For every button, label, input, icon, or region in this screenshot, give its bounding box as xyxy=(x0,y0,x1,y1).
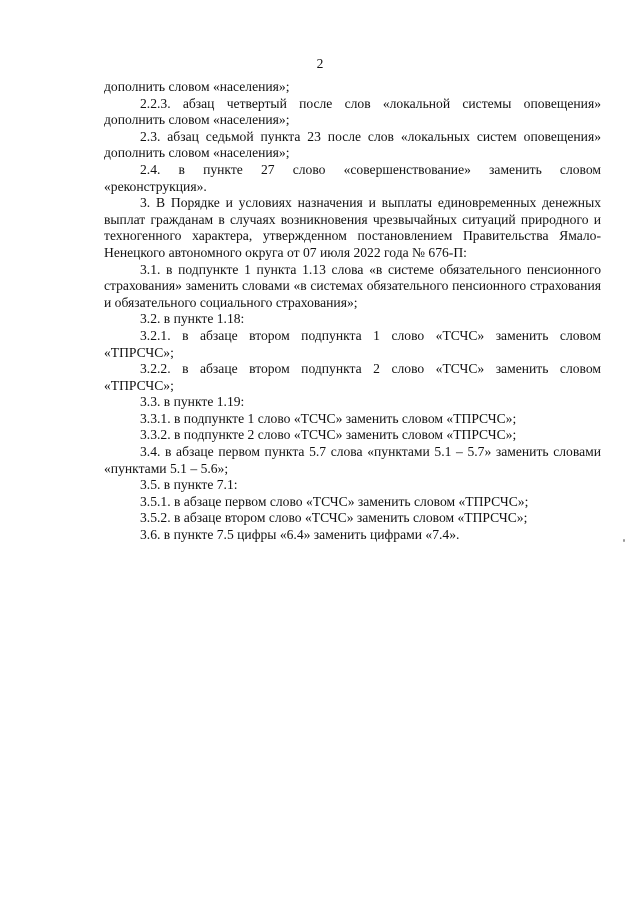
paragraph-2-3: 2.3. абзац седьмой пункта 23 после слов «локальных систем оповещения» дополнить словом «населения»; xyxy=(104,128,601,161)
paragraph-3-3-1: 3.3.1. в подпункте 1 слово «ТСЧС» заменить словом «ТПРСЧС»; xyxy=(140,410,517,426)
paragraph-3: 3. В Порядке и условиях назначения и выплаты единовременных денежных выплат гражданам в случаях возникновения чрезвычайных ситуаций природного и техногенного характера, утвержденном постановлением Правительства Ямало-Ненецкого автономного округа от 07 июля 2022 года № 676-П: xyxy=(104,195,601,260)
page-number: 2 xyxy=(316,56,324,71)
paragraph-3-2-2: 3.2.2. в абзаце втором подпункта 2 слово «ТСЧС» заменить словом «ТПРСЧС»; xyxy=(104,361,601,393)
paragraph-3-3-2: 3.3.2. в подпункте 2 слово «ТСЧС» заменить словом «ТПРСЧС»; xyxy=(140,427,517,443)
paragraph-continuation: дополнить словом «населения»; xyxy=(104,79,290,94)
document-body xyxy=(104,79,601,544)
paragraph-3-2-1: 3.2.1. в абзаце втором подпункта 1 слово «ТСЧС» заменить словом «ТПРСЧС»; xyxy=(104,327,601,360)
paragraph-2-2-3: 2.2.3. абзац четвертый после слов «локальной системы оповещения» дополнить словом «населения»; xyxy=(104,95,601,128)
paragraph-3-5-2: 3.5.2. в абзаце втором слово «ТСЧС» заменить словом «ТПРСЧС»; xyxy=(140,510,528,526)
paragraph-3-3: 3.3. в пункте 1.19: xyxy=(140,394,245,410)
paragraph-3-1: 3.1. в подпункте 1 пункта 1.13 слова «в системе обязательного пенсионного страхования» заменить словами «в системах обязательного пенсионного страхования и обязательного социального страхования»; xyxy=(104,261,601,310)
paragraph-2-4: 2.4. в пункте 27 слово «совершенствование» заменить словом «реконструкция». xyxy=(104,161,601,194)
paragraph-3-5-1: 3.5.1. в абзаце первом слово «ТСЧС» заменить словом «ТПРСЧС»; xyxy=(140,493,529,509)
paragraph-3-5: 3.5. в пункте 7.1: xyxy=(140,477,238,493)
paragraph-3-6: 3.6. в пункте 7.5 цифры «6.4» заменить цифрами «7.4». xyxy=(140,527,460,543)
paragraph-3-4: 3.4. в абзаце первом пункта 5.7 слова «пунктами 5.1 – 5.7» заменить словами «пунктами 5.1 – 5.6»; xyxy=(104,444,601,476)
paragraph-3-2: 3.2. в пункте 1.18: xyxy=(140,311,245,327)
scan-speck xyxy=(623,539,625,542)
